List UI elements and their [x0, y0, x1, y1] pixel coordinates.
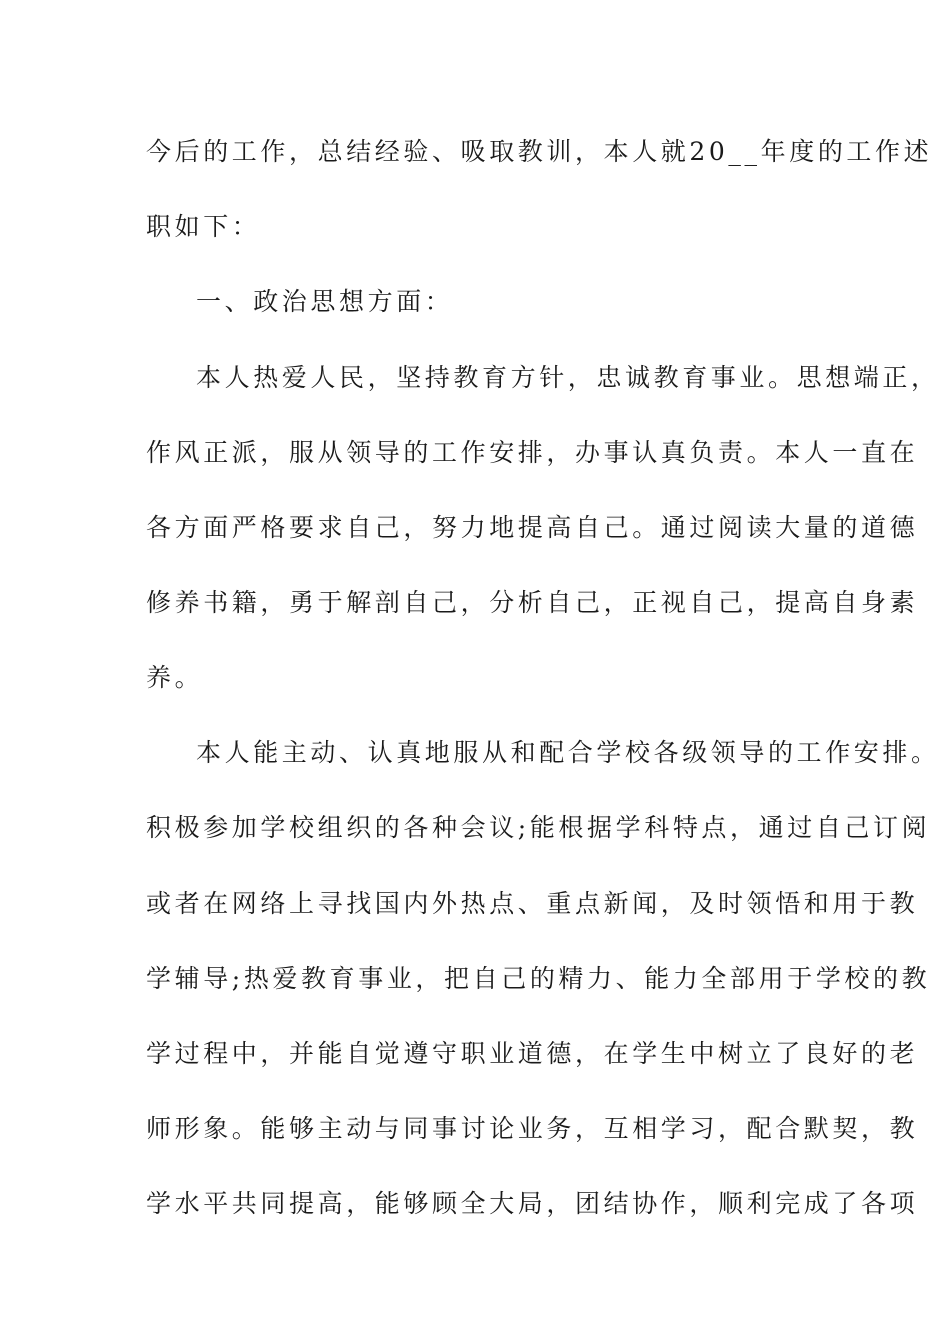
- text-line: 积极参加学校组织的各种会议;能根据学科特点，通过自己订阅: [146, 813, 931, 842]
- text-line: 学过程中，并能自觉遵守职业道德，在学生中树立了良好的老: [146, 1039, 919, 1068]
- text-line: 作风正派，服从领导的工作安排，办事认真负责。本人一直在: [146, 438, 919, 467]
- text-line: 本人热爱人民，坚持教育方针，忠诚教育事业。思想端正，: [196, 363, 940, 392]
- text-line: 或者在网络上寻找国内外热点、重点新闻，及时领悟和用于教: [146, 889, 919, 918]
- section-heading: 一、政治思想方面：: [196, 287, 454, 316]
- text-line: 学水平共同提高，能够顾全大局，团结协作，顺利完成了各项: [146, 1189, 919, 1218]
- text-line: 养。: [146, 663, 204, 692]
- text-line: 各方面严格要求自己，努力地提高自己。通过阅读大量的道德: [146, 513, 919, 542]
- text-line: 师形象。能够主动与同事讨论业务，互相学习，配合默契，教: [146, 1114, 919, 1143]
- text-line: 学辅导;热爱教育事业，把自己的精力、能力全部用于学校的教: [146, 964, 931, 993]
- text-line: 职如下：: [146, 212, 261, 241]
- text-line: 修养书籍，勇于解剖自己，分析自己，正视自己，提高自身素: [146, 588, 919, 617]
- text-line: 今后的工作，总结经验、吸取教训，本人就20__年度的工作述: [146, 137, 933, 166]
- text-line: 本人能主动、认真地服从和配合学校各级领导的工作安排。: [196, 738, 940, 767]
